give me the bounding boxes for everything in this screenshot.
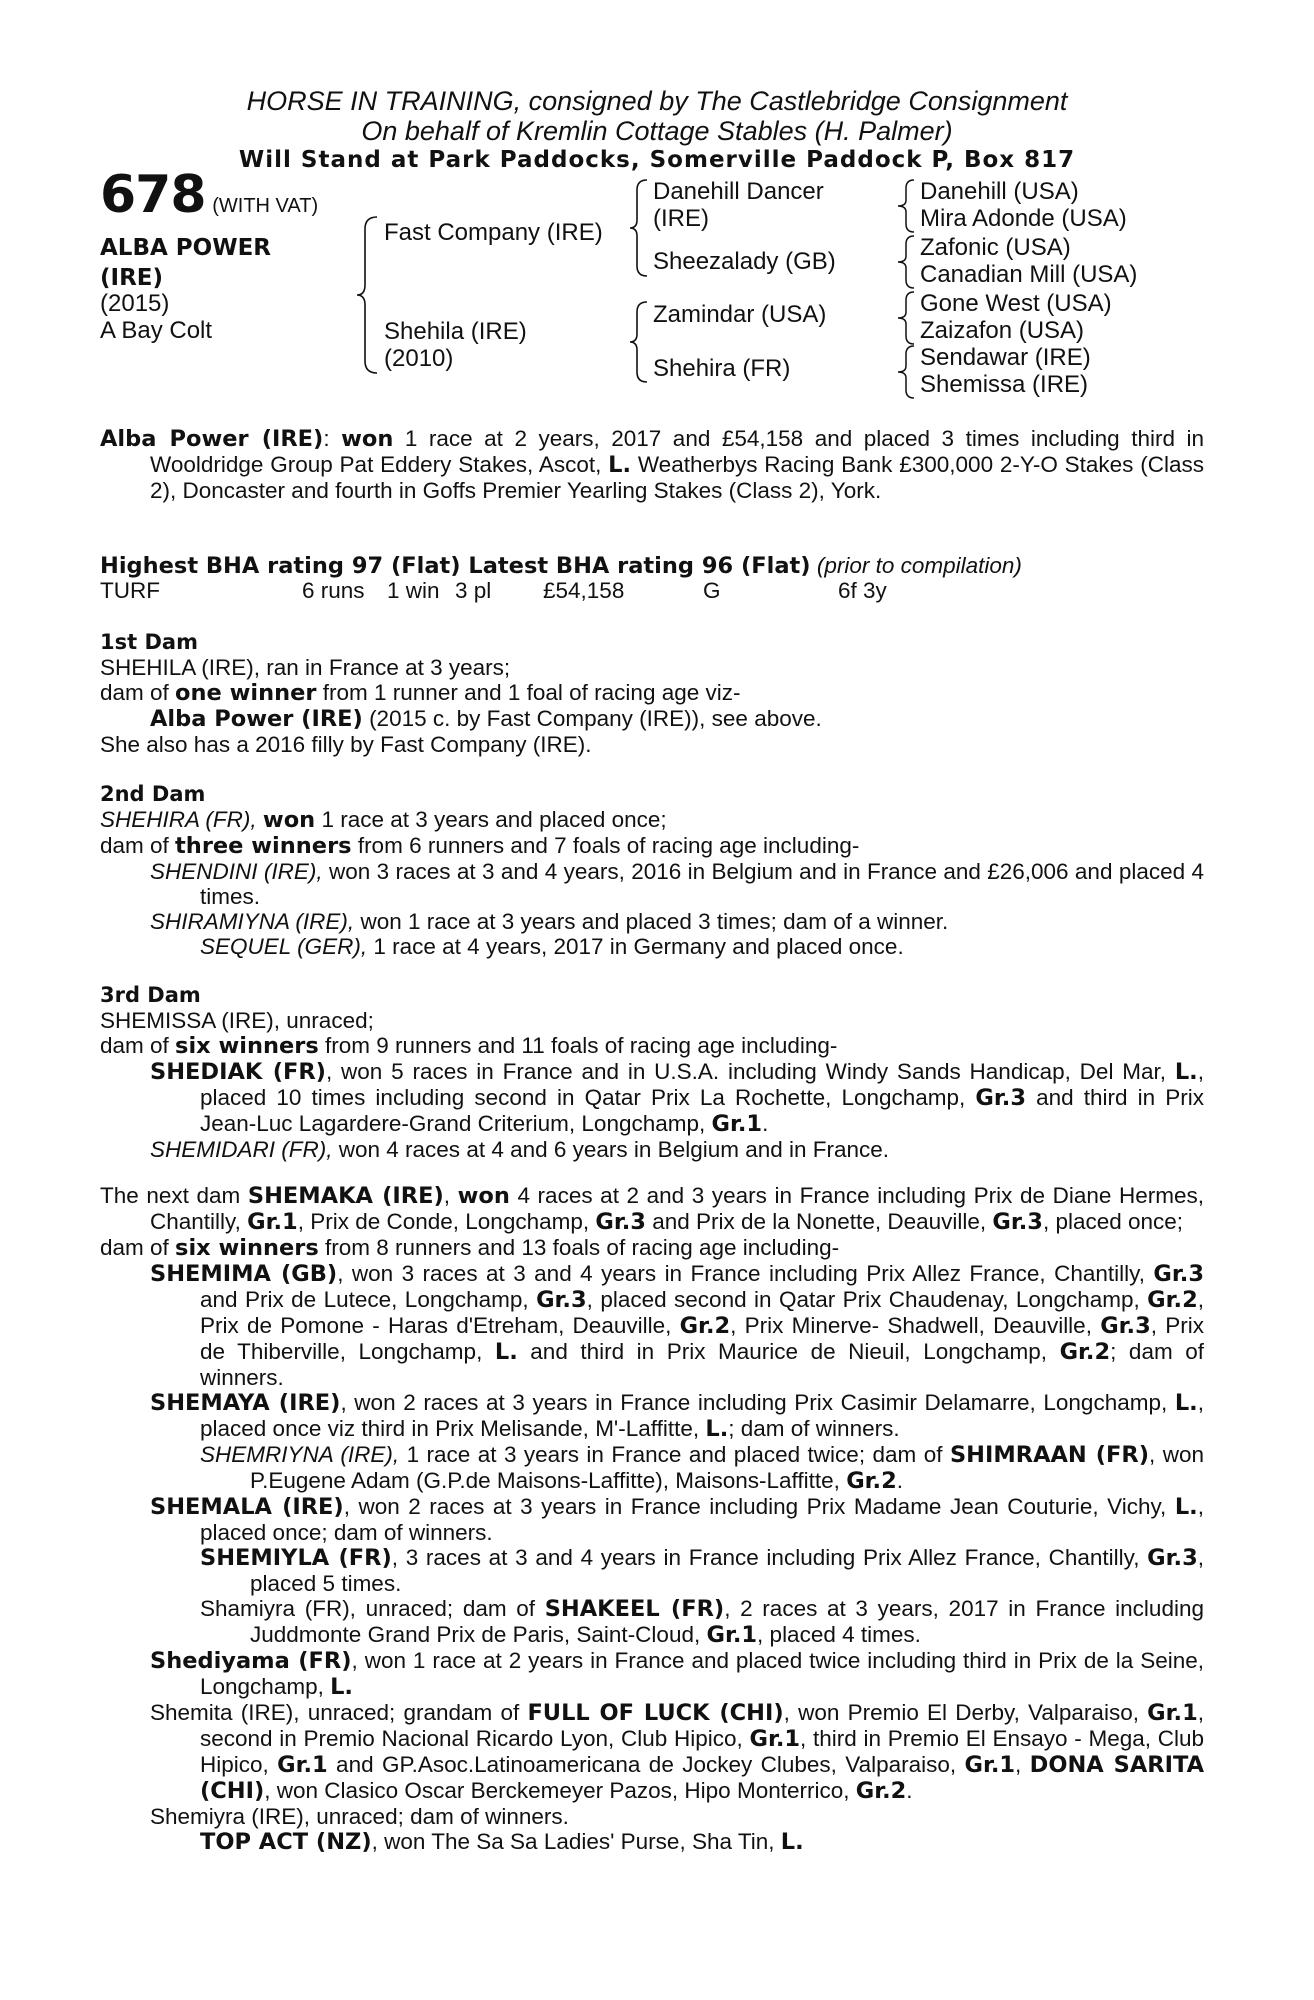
bha-ratings: Highest BHA rating 97 (Flat) Latest BHA rating 96 (Flat) (prior to compilation)	[100, 553, 1022, 579]
first-dam-heading: 1st Dam	[100, 630, 198, 654]
dam-year: (2010)	[384, 345, 454, 372]
location-line: Will Stand at Park Paddocks, Somerville Paddock P, Box 817	[238, 147, 1076, 173]
lot-number: 678	[100, 165, 206, 225]
race-record: Alba Power (IRE): won 1 race at 2 years, 2017 and £54,158 and placed 3 times including third in Wooldridge Group Pat Eddery Stakes, Ascot, L. Weatherbys Racing Bank £300,000 2-Y-O Stakes (Class 2), Doncaster and fourth in Goffs Premier Yearling Stakes (Class 2), York.	[100, 426, 1204, 503]
entry-shemita: Shemita (IRE), unraced; grandam of FULL OF LUCK (CHI), won Premio El Derby, Valparaiso, Gr.1, second in Premio Nacional Ricardo Lyon, Club Hipico, Gr.1, third in Premio El Ensayo - Mega, Club Hipico, Gr.1 and GP.Asoc.Latinoamericana de Jockey Clubes, Valparaiso, Gr.1, DONA SARITA (CHI), won Clasico Oscar Berckemeyer Pazos, Hipo Monterrico, Gr.2.	[150, 1700, 1205, 1804]
sire: Fast Company (IRE)	[384, 219, 603, 246]
entry-shediyama: Shediyama (FR), won 1 race at 2 years in France and placed twice including third in Prix de la Seine, Longchamp, L.	[150, 1648, 1204, 1700]
turf-summary: TURF 6 runs 1 win 3 pl £54,158 G 6f 3y	[100, 578, 887, 603]
sire-dam: Sheezalady (GB)	[653, 248, 836, 275]
dam-sire: Zamindar (USA)	[653, 301, 827, 328]
entry-shemima: SHEMIMA (GB), won 3 races at 3 and 4 years in France including Prix Allez France, Chantilly, Gr.3 and Prix de Lutece, Longchamp, Gr.3, placed second in Qatar Prix Chaudenay, Longchamp, Gr.2, Prix de Pomone - Haras d'Etreham, Deauville, Gr.2, Prix Minerve- Shadwell, Deauville, Gr.3, Prix de Thiberville, Longchamp, L. and third in Prix Maurice de Nieuil, Longchamp, Gr.2; dam of winners.	[150, 1261, 1204, 1390]
ggp-7: Sendawar (IRE)	[920, 344, 1091, 371]
ggp-8: Shemissa (IRE)	[920, 371, 1089, 398]
sire-sire-country: (IRE)	[653, 205, 709, 232]
entry-top-act: TOP ACT (NZ), won The Sa Sa Ladies' Purse, Sha Tin, L.	[200, 1829, 804, 1855]
ggp-2: Mira Adonde (USA)	[920, 205, 1127, 232]
ggp-3: Zafonic (USA)	[920, 234, 1071, 261]
third-dam-section: 3rd Dam SHEMISSA (IRE), unraced; dam of six winners from 9 runners and 11 foals of racing age including- SHEDIAK (FR), won 5 races in France and in U.S.A. including Windy Sands Handicap, Del Mar, L., placed 10 times including second in Qatar Prix La Rochette, Longchamp, Gr.3 and third in Prix Jean-Luc Lagardere-Grand Criterium, Longchamp, Gr.1. SHEMIDARI (FR), won 4 races at 4 and 6 years in Belgium and in France.	[100, 983, 1205, 1162]
next-dam-section: The next dam SHEMAKA (IRE), won 4 races at 2 and 3 years in France including Prix de Diane Hermes, Chantilly, Gr.1, Prix de Conde, Longchamp, Gr.3 and Prix de la Nonette, Deauville, Gr.3, placed once; dam of six winners from 8 runners and 13 foals of racing age including- SHEMIMA (GB), won 3 races at 3 and 4 years in France including Prix Allez France, Chantilly, Gr.3 and Prix de Lutece, Longchamp, Gr.3, placed second in Qatar Prix Chaudenay, Longchamp, Gr.2, Prix de Pomone - Haras d'Etreham, Deauville, Gr.2, Prix Minerve- Shadwell, Deauville, Gr.3, Prix de Thiberville, Longchamp, L. and third in Prix Maurice de Nieuil, Longchamp, Gr.2; dam of winners. SHEMAYA (IRE), won 2 races at 3 years in France including Prix Casimir Delamarre, Longchamp, L., placed once viz third in Prix Melisande, M'-Laffitte, L.; dam of winners. SHEMRIYNA (IRE), 1 race at 3 years in France and placed twice; dam of SHIMRAAN (FR), won P.Eugene Adam (G.P.de Maisons-Laffitte), Maisons-Laffitte, Gr.2. SHEMALA (IRE), won 2 races at 3 years in France including Prix Madame Jean Couturie, Vichy, L., placed once; dam of winners. SHEMIYLA (FR), 3 races at 3 and 4 years in France including Prix Allez France, Chantilly, Gr.3, placed 5 times. Shamiyra (FR), unraced; dam of SHAKEEL (FR), 2 races at 3 years, 2017 in France including Juddmonte Grand Prix de Paris, Saint-Cloud, Gr.1, placed 4 times. Shediyama (FR), won 1 race at 2 years in France and placed twice including third in Prix de la Seine, Longchamp, L. Shemita (IRE), unraced; grandam of FULL OF LUCK (CHI), won Premio El Derby, Valparaiso, Gr.1, second in Premio Nacional Ricardo Lyon, Club Hipico, Gr.1, third in Premio El Ensayo - Mega, Club Hipico, Gr.1 and GP.Asoc.Latinoamericana de Jockey Clubes, Valparaiso, Gr.1, DONA SARITA (CHI), won Clasico Oscar Berckemeyer Pazos, Hipo Monterrico, Gr.2. Shemiyra (IRE), unraced; dam of winners. TOP ACT (NZ), won The Sa Sa Ladies' Purse, Sha Tin, L.	[100, 1183, 1205, 1855]
entry-shemiyla: SHEMIYLA (FR), 3 races at 3 and 4 years in France including Prix Allez France, Chantilly, Gr.3, placed 5 times.	[200, 1545, 1204, 1596]
dam: Shehila (IRE)	[384, 318, 527, 345]
horse-description: A Bay Colt	[100, 317, 213, 344]
dam-dam: Shehira (FR)	[653, 355, 791, 382]
second-dam-section: 2nd Dam SHEHIRA (FR), won 1 race at 3 years and placed once; dam of three winners from 6 runners and 7 foals of racing age including- SHENDINI (IRE), won 3 races at 3 and 4 years, 2016 in Belgium and in France and £26,006 and placed 4 times. SHIRAMIYNA (IRE), won 1 race at 3 years and placed 3 times; dam of a winner. SEQUEL (GER), 1 race at 4 years, 2017 in Germany and placed once.	[100, 782, 1204, 959]
sire-grandparents-brace	[627, 178, 653, 278]
sire-dam-brace	[355, 215, 385, 375]
ggp-brace-1	[894, 178, 920, 234]
consignor-line: HORSE IN TRAINING, consigned by The Castlebridge Consignment	[246, 86, 1068, 116]
ggp-brace-3	[894, 290, 920, 346]
vat-note: (WITH VAT)	[212, 195, 319, 217]
ggp-5: Gone West (USA)	[920, 290, 1112, 317]
entry-shemaya: SHEMAYA (IRE), won 2 races at 3 years in France including Prix Casimir Delamarre, Longchamp, L., placed once viz third in Prix Melisande, M'-Laffitte, L.; dam of winners.	[150, 1390, 1204, 1442]
entry-shemriyna: SHEMRIYNA (IRE), 1 race at 3 years in France and placed twice; dam of SHIMRAAN (FR), won P.Eugene Adam (G.P.de Maisons-Laffitte), Maisons-Laffitte, Gr.2.	[200, 1442, 1205, 1494]
sire-sire: Danehill Dancer	[653, 178, 824, 205]
ggp-brace-2	[894, 234, 920, 290]
lot-number-block	[100, 165, 319, 225]
horse-year: (2015)	[100, 290, 170, 317]
second-dam-heading: 2nd Dam	[100, 782, 206, 806]
entry-shamiyra: Shamiyra (FR), unraced; dam of SHAKEEL (FR), 2 races at 3 years, 2017 in France including Juddmonte Grand Prix de Paris, Saint-Cloud, Gr.1, placed 4 times.	[200, 1596, 1204, 1648]
entry-shemala: SHEMALA (IRE), won 2 races at 3 years in France including Prix Madame Jean Couturie, Vichy, L., placed once; dam of winners.	[150, 1494, 1204, 1545]
entry-shemiyra: Shemiyra (IRE), unraced; dam of winners.	[150, 1804, 569, 1829]
first-dam-section: 1st Dam SHEHILA (IRE), ran in France at 3 years; dam of one winner from 1 runner and 1 foal of racing age viz- Alba Power (IRE) (2015 c. by Fast Company (IRE)), see above. She also has a 2016 filly by Fast Company (IRE).	[100, 630, 1204, 757]
behalf-line: On behalf of Kremlin Cottage Stables (H. Palmer)	[361, 116, 953, 146]
horse-name: ALBA POWER	[100, 235, 271, 261]
ggp-brace-4	[894, 344, 920, 400]
ggp-6: Zaizafon (USA)	[920, 317, 1085, 344]
dam-grandparents-brace	[627, 300, 653, 384]
horse-country: (IRE)	[100, 265, 164, 291]
ggp-1: Danehill (USA)	[920, 178, 1079, 205]
third-dam-heading: 3rd Dam	[100, 983, 201, 1007]
ggp-4: Canadian Mill (USA)	[920, 261, 1138, 288]
